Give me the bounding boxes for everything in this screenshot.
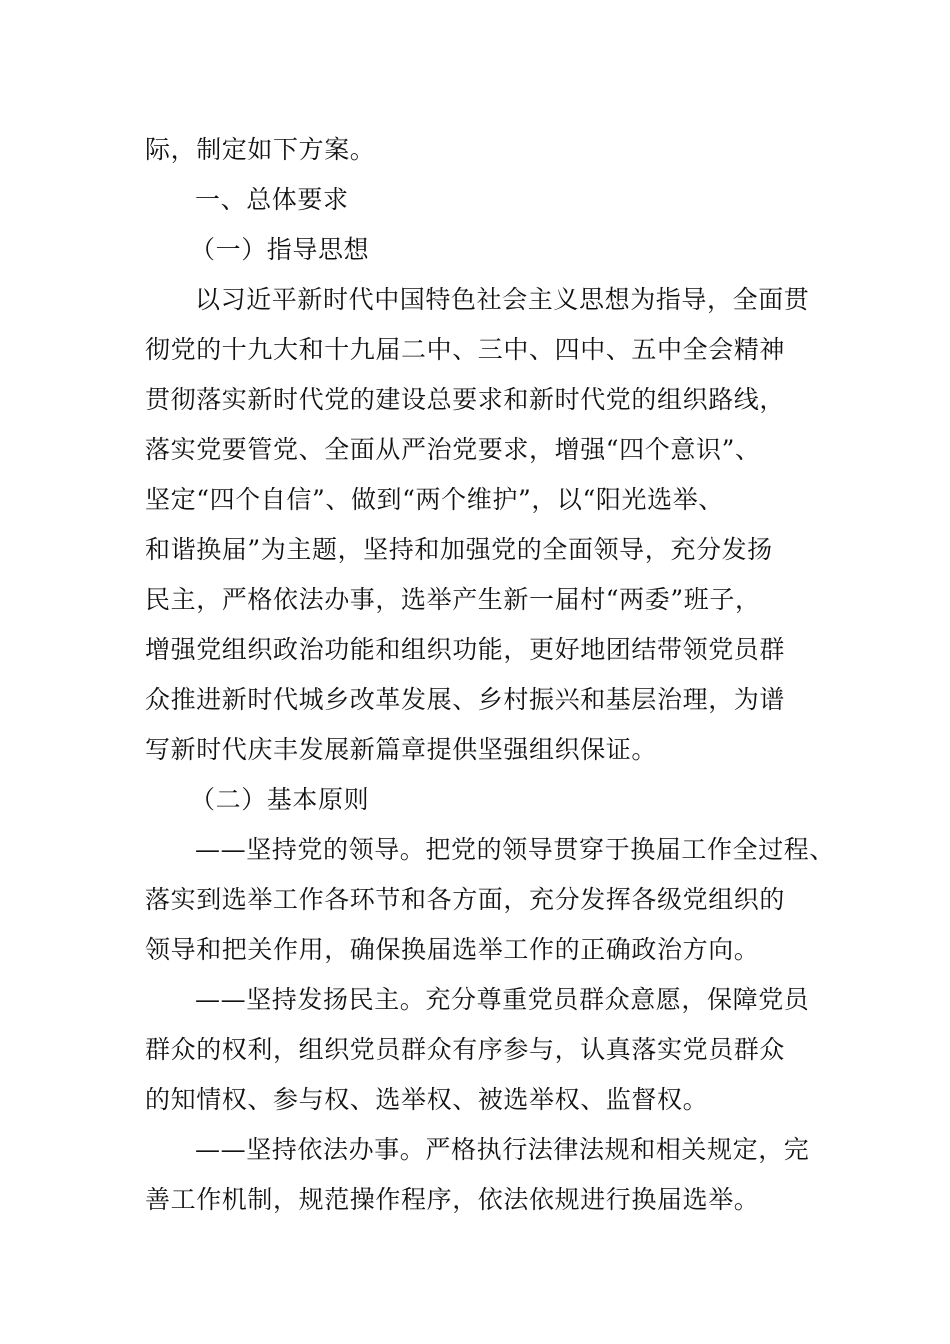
paragraph-line: 的知情权、参与权、选举权、被选举权、监督权。	[145, 1085, 709, 1114]
subsection-heading: （一）指导思想	[190, 235, 370, 264]
paragraph-line: 落实党要管党、全面从严治党要求，增强“四个意识”、	[145, 435, 761, 464]
paragraph-line: 以习近平新时代中国特色社会主义思想为指导，全面贯	[195, 285, 810, 314]
paragraph-line: 际，制定如下方案。	[145, 135, 376, 164]
paragraph-line: 众推进新时代城乡改革发展、乡村振兴和基层治理，为谱	[145, 685, 786, 714]
paragraph-line: 坚定“四个自信”、做到“两个维护”，以“阳光选举、	[145, 485, 724, 514]
paragraph-line: 增强党组织政治功能和组织功能，更好地团结带领党员群	[145, 635, 786, 664]
paragraph-line: 和谐换届”为主题，坚持和加强党的全面领导，充分发扬	[145, 535, 773, 564]
paragraph-line: 善工作机制，规范操作程序，依法依规进行换届选举。	[145, 1185, 760, 1214]
paragraph-line: 彻党的十九大和十九届二中、三中、四中、五中全会精神	[145, 335, 786, 364]
paragraph-line: 领导和把关作用，确保换届选举工作的正确政治方向。	[145, 935, 760, 964]
principle-line: ——坚持依法办事。严格执行法律法规和相关规定，完	[195, 1135, 810, 1164]
paragraph-line: 贯彻落实新时代党的建设总要求和新时代党的组织路线，	[145, 385, 786, 414]
principle-line: ——坚持党的领导。把党的领导贯穿于换届工作全过程、	[195, 835, 836, 864]
subsection-heading: （二）基本原则	[190, 785, 370, 814]
paragraph-line: 写新时代庆丰发展新篇章提供坚强组织保证。	[145, 735, 658, 764]
paragraph-line: 落实到选举工作各环节和各方面，充分发挥各级党组织的	[145, 885, 786, 914]
section-heading: 一、总体要求	[195, 185, 349, 214]
paragraph-line: 民主，严格依法办事，选举产生新一届村“两委”班子，	[145, 585, 761, 614]
paragraph-line: 群众的权利，组织党员群众有序参与，认真落实党员群众	[145, 1035, 786, 1064]
principle-line: ——坚持发扬民主。充分尊重党员群众意愿，保障党员	[195, 985, 810, 1014]
